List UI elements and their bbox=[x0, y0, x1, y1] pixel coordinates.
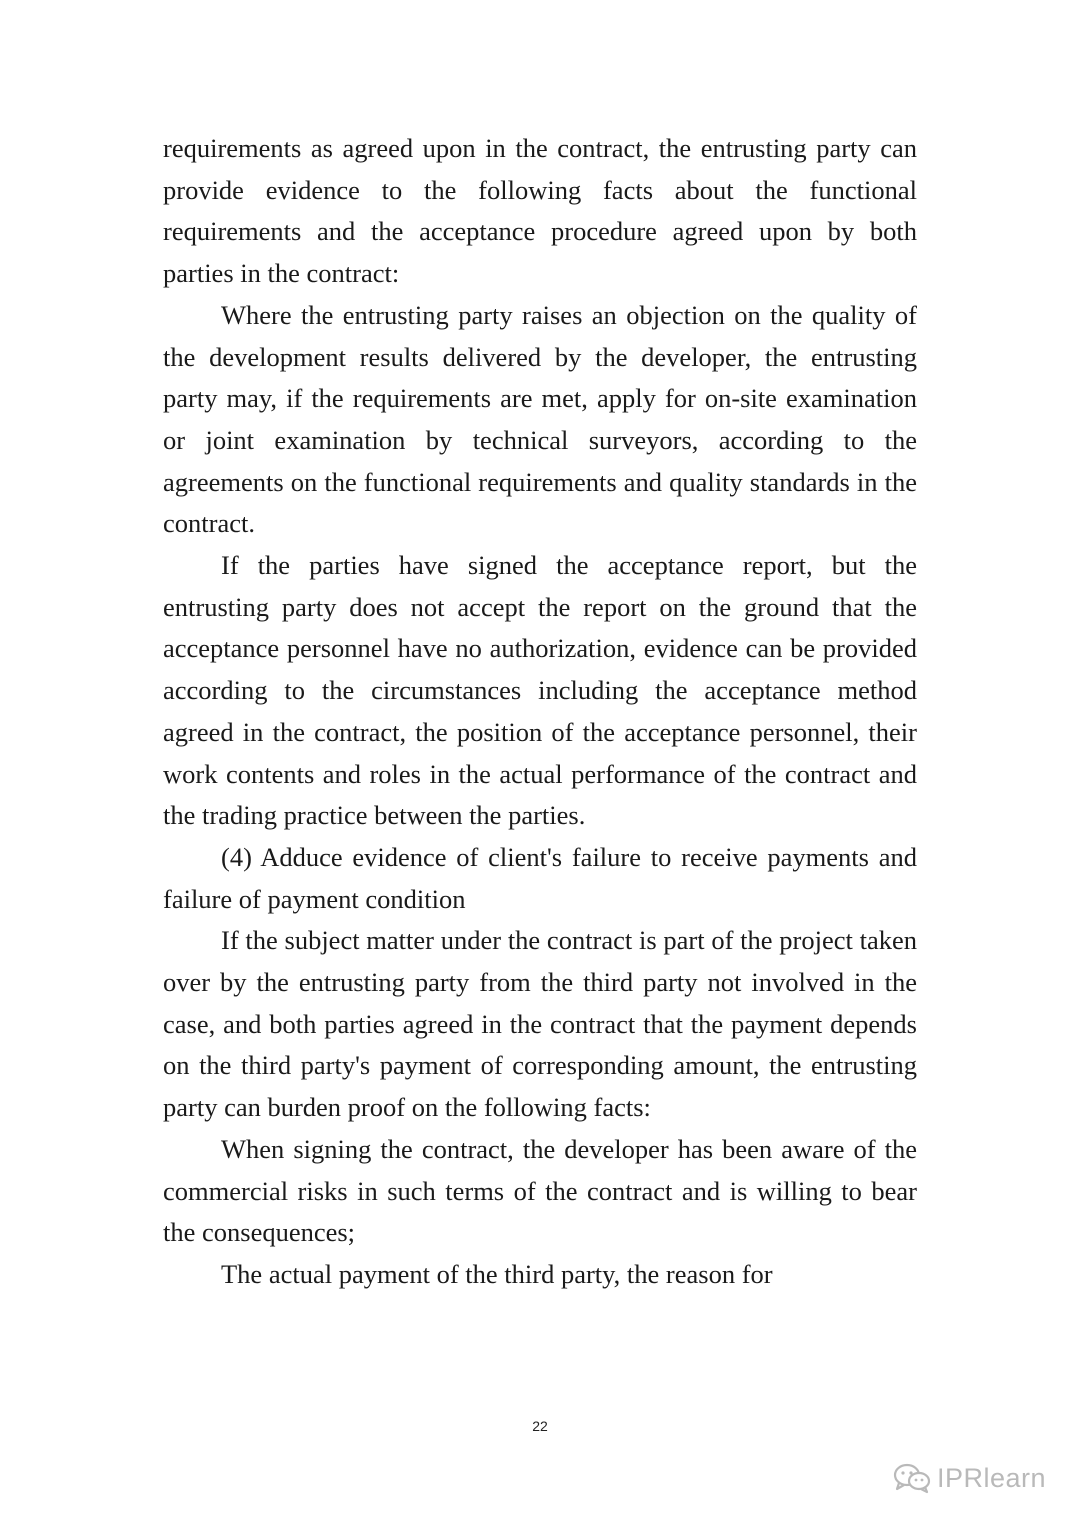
watermark bbox=[893, 1462, 1046, 1494]
paragraph-3: If the parties have signed the acceptance report, but the entrusting party does not accept the report on the ground that the acceptance personnel have no authorization, evidence can be provided according to the circumstances including the acceptance method agreed in the contract, the position of the acceptance personnel, their work contents and roles in the actual performance of the contract and the trading practice between the parties. bbox=[163, 550, 917, 831]
wechat-icon bbox=[893, 1462, 931, 1494]
paragraph-7: The actual payment of the third party, the reason for bbox=[221, 1258, 773, 1289]
paragraph-2: Where the entrusting party raises an objection on the quality of the development results delivered by the developer, the entrusting party may, if the requirements are met, apply for on-site examination or joint examination by technical surveyors, according to the agreements on the functional requirements and quality standards in the contract. bbox=[163, 299, 917, 539]
paragraph-4-heading: (4) Adduce evidence of client's failure to receive payments and failure of payment condition bbox=[163, 841, 917, 914]
paragraph-5: If the subject matter under the contract is part of the project taken over by the entrusting party from the third party not involved in the case, and both parties agreed in the contract that the payment depends on the third party's payment of corresponding amount, the entrusting party can burden proof on the following facts: bbox=[163, 925, 917, 1123]
document-body bbox=[163, 128, 917, 1296]
watermark-text: IPRlearn bbox=[936, 1462, 1046, 1493]
page-number: 22 bbox=[532, 1418, 548, 1434]
paragraph-1: requirements as agreed upon in the contract, the entrusting party can provide evidence to the following facts about the functional requirements and the acceptance procedure agreed upon by both parties in the contract: bbox=[163, 133, 917, 289]
paragraph-6: When signing the contract, the developer has been aware of the commercial risks in such terms of the contract and is willing to bear the consequences; bbox=[163, 1133, 917, 1248]
